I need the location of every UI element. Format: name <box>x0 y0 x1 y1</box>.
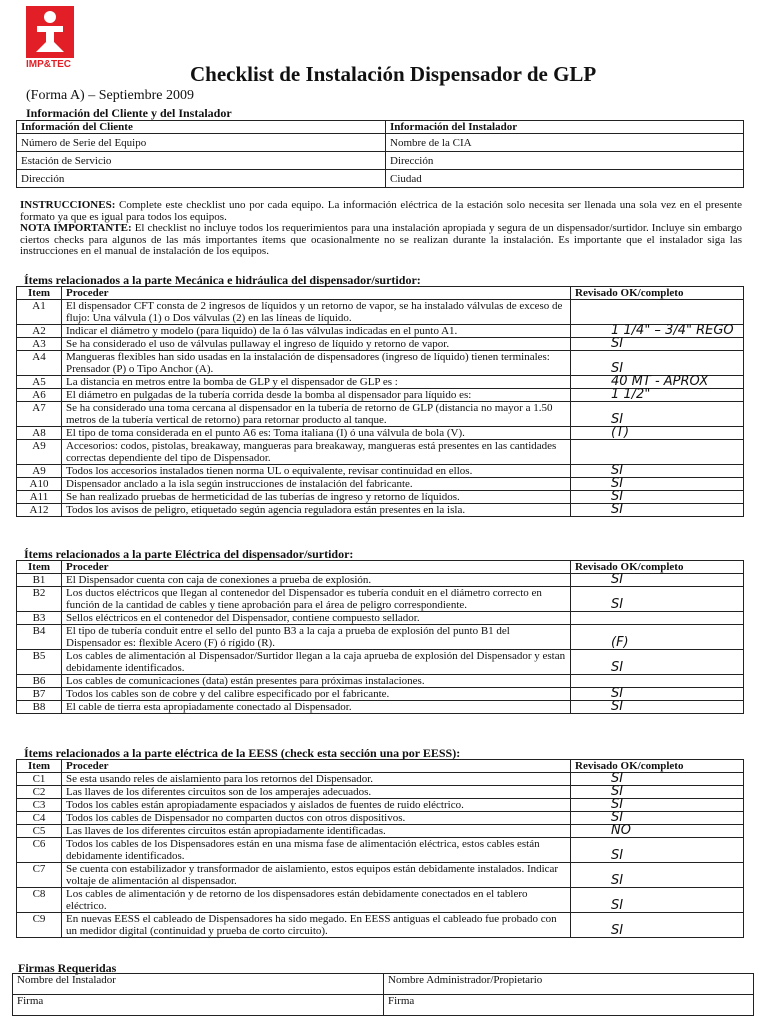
item-check-cell[interactable] <box>571 650 744 675</box>
item-code: B8 <box>17 701 62 714</box>
item-check-cell[interactable] <box>571 402 744 427</box>
handwritten-mark: SI <box>611 361 624 376</box>
installer-signature-field[interactable]: Firma <box>13 995 384 1016</box>
installer-field[interactable]: Dirección <box>386 152 744 170</box>
handwritten-mark: SI <box>611 873 624 888</box>
item-procedure: Accesorios: codos, pistolas, breakaway, mangueras para breakaway, mangueras está presentes en las cantidades correctas dependiente del tipo de Dispensador. <box>62 440 571 465</box>
handwritten-mark: 40 MT - APROX <box>611 374 709 389</box>
item-procedure: El cable de tierra esta apropiadamente conectado al Dispensador. <box>62 701 571 714</box>
item-check-cell[interactable] <box>571 688 744 701</box>
handwritten-mark: SI <box>611 771 624 786</box>
page-subtitle: (Forma A) – Septiembre 2009 <box>26 88 194 103</box>
checklist-row <box>17 402 744 427</box>
handwritten-mark: (F) <box>611 635 629 650</box>
handwritten-mark: SI <box>611 572 624 587</box>
col-proc-header: Proceder <box>62 760 571 773</box>
item-code: A10 <box>17 478 62 491</box>
checklist-row <box>17 863 744 888</box>
item-code: C3 <box>17 799 62 812</box>
client-field[interactable]: Estación de Servicio <box>17 152 386 170</box>
item-code: A8 <box>17 427 62 440</box>
item-procedure: Mangueras flexibles han sido usadas en la instalación de dispensadores (ingreso de líquido) tienen terminales: Prensador (P) o Tipo Anchor (A). <box>62 351 571 376</box>
item-procedure: Se han realizado pruebas de hermeticidad de las tuberías de ingreso y retorno de líquidos. <box>62 491 571 504</box>
checklist-row <box>17 838 744 863</box>
item-procedure: Se cuenta con estabilizador y transformador de aislamiento, estos equipos están debidamente instalados. Indicar voltaje de alimentación al dispensador. <box>62 863 571 888</box>
item-check-cell[interactable] <box>571 478 744 491</box>
item-check-cell[interactable] <box>571 786 744 799</box>
section-c-table <box>16 759 744 938</box>
instructions-block <box>20 200 742 258</box>
item-code: C1 <box>17 773 62 786</box>
handwritten-mark: SI <box>611 699 624 714</box>
item-code: A12 <box>17 504 62 517</box>
col-proc-header: Proceder <box>62 287 571 300</box>
item-procedure: La distancia en metros entre la bomba de GLP y el dispensador de GLP es : <box>62 376 571 389</box>
item-code: A5 <box>17 376 62 389</box>
handwritten-mark: 1 1/4" – 3/4" REGO <box>611 323 734 338</box>
item-check-cell[interactable] <box>571 625 744 650</box>
item-procedure: Todos los cables de Dispensador no comparten ductos con otros dispositivos. <box>62 812 571 825</box>
company-logo <box>26 6 78 68</box>
item-check-cell[interactable] <box>571 612 744 625</box>
item-procedure: Los ductos eléctricos que llegan al contenedor del Dispensador es tubería conduit en el diámetro correcto en función de la cantidad de cables y tiene aprobación para el área de peligro correspondiente. <box>62 587 571 612</box>
handwritten-mark: 1 1/2" <box>611 387 651 402</box>
item-procedure: El tipo de toma considerada en el punto A6 es: Toma italiana (I) ó una válvula de bola (V). <box>62 427 571 440</box>
item-code: B1 <box>17 574 62 587</box>
item-procedure: El diámetro en pulgadas de la tubería corrida desde la bomba al dispensador para líquido es: <box>62 389 571 402</box>
logo-text: IMP&TEC <box>26 59 71 70</box>
checklist-row <box>17 701 744 714</box>
item-code: C2 <box>17 786 62 799</box>
section-b-title: Ítems relacionados a la parte Eléctrica del dispensador/surtidor: <box>24 547 354 561</box>
installer-field[interactable]: Nombre de la CIA <box>386 134 744 152</box>
item-check-cell[interactable] <box>571 376 744 389</box>
handwritten-mark: SI <box>611 810 624 825</box>
item-code: B6 <box>17 675 62 688</box>
checklist-row <box>17 650 744 675</box>
page-title: Checklist de Instalación Dispensador de GLP <box>190 62 597 86</box>
item-check-cell[interactable] <box>571 300 744 325</box>
checklist-row <box>17 478 744 491</box>
item-check-cell[interactable] <box>571 574 744 587</box>
section-a-title: Ítems relacionados a la parte Mecánica e hidráulica del dispensador/surtidor: <box>24 273 421 287</box>
item-check-cell[interactable] <box>571 825 744 838</box>
client-field[interactable]: Dirección <box>17 170 386 188</box>
item-code: A7 <box>17 402 62 427</box>
handwritten-mark: SI <box>611 797 624 812</box>
installer-header: Información del Instalador <box>386 121 744 134</box>
item-procedure: Todos los accesorios instalados tienen norma UL o equivalente, revisar continuidad en ellos. <box>62 465 571 478</box>
item-code: B3 <box>17 612 62 625</box>
section-c-title: Ítems relacionados a la parte eléctrica de la EESS (check esta sección una por EESS): <box>24 746 461 760</box>
section-b-table <box>16 560 744 714</box>
item-check-cell[interactable] <box>571 440 744 465</box>
item-procedure: Se ha considerado una toma cercana al dispensador en la tubería de retorno de GLP (distancia no mayor a 1.50 metros de la tubería vertical de retorno) para retornar producto al tanque. <box>62 402 571 427</box>
instructions-text: Complete este checklist uno por cada equipo. La información eléctrica de la estación solo necesita ser llenada una sola vez en el presente formato ya que es igual para todos los equipos. <box>20 199 742 223</box>
item-check-cell[interactable] <box>571 491 744 504</box>
handwritten-mark: SI <box>611 597 624 612</box>
item-procedure: Los cables de alimentación y de retorno de los dispensadores están debidamente conectados en el tablero eléctrico. <box>62 888 571 913</box>
checklist-row <box>17 440 744 465</box>
item-procedure: Los cables de comunicaciones (data) están presentes para próximas instalaciones. <box>62 675 571 688</box>
item-code: C7 <box>17 863 62 888</box>
signatures-title: Firmas Requeridas <box>18 961 117 975</box>
checklist-row <box>17 825 744 838</box>
item-procedure: Dispensador anclado a la isla según instrucciones de instalación del fabricante. <box>62 478 571 491</box>
handwritten-mark: SI <box>611 463 624 478</box>
checklist-row <box>17 913 744 938</box>
item-check-cell[interactable] <box>571 675 744 688</box>
checklist-row <box>17 504 744 517</box>
item-code: C5 <box>17 825 62 838</box>
item-code: B4 <box>17 625 62 650</box>
item-procedure: Las llaves de los diferentes circuitos son de los amperajes adecuados. <box>62 786 571 799</box>
col-item-header: Item <box>17 561 62 574</box>
handwritten-mark: SI <box>611 686 624 701</box>
checklist-row <box>17 300 744 325</box>
handwritten-mark: SI <box>611 784 624 799</box>
item-procedure: Se esta usando reles de aislamiento para los retornos del Dispensador. <box>62 773 571 786</box>
checklist-row <box>17 799 744 812</box>
item-code: C6 <box>17 838 62 863</box>
item-check-cell[interactable] <box>571 701 744 714</box>
item-check-cell[interactable] <box>571 888 744 913</box>
installer-field[interactable]: Ciudad <box>386 170 744 188</box>
checklist-row <box>17 688 744 701</box>
item-procedure: Indicar el diámetro y modelo (para liquido) de la ó las válvulas indicadas en el punto A1. <box>62 325 571 338</box>
client-field[interactable]: Número de Serie del Equipo <box>17 134 386 152</box>
checklist-row <box>17 812 744 825</box>
item-code: C9 <box>17 913 62 938</box>
item-check-cell[interactable] <box>571 838 744 863</box>
item-code: A6 <box>17 389 62 402</box>
checklist-row <box>17 465 744 478</box>
item-code: A9 <box>17 465 62 478</box>
handwritten-mark: SI <box>611 476 624 491</box>
item-procedure: Sellos eléctricos en el contenedor del Dispensador, contiene compuesto sellador. <box>62 612 571 625</box>
signatures-table <box>12 973 754 1016</box>
item-procedure: En nuevas EESS el cableado de Dispensadores ha sido megado. En EESS antiguas el cableado fue probado con un medidor digital (continuidad y prueba de corto circuito). <box>62 913 571 938</box>
checklist-row <box>17 625 744 650</box>
item-check-cell[interactable] <box>571 812 744 825</box>
checklist-row <box>17 675 744 688</box>
note-text: El checklist no incluye todos los requerimientos para una instalación apropiada y segura de un dispensador/surtidor. Incluye sin embargo ciertos checks para algunos de las más importantes ítems que ocasionalmente no se realizan durante la instalación. Es importante que el instalador siga las instrucciones en el manual de instalación de los equipos. <box>20 222 742 257</box>
checklist-row <box>17 786 744 799</box>
item-code: A4 <box>17 351 62 376</box>
item-code: B7 <box>17 688 62 701</box>
item-code: A11 <box>17 491 62 504</box>
item-procedure: Se ha considerado el uso de válvulas pullaway el ingreso de líquido y retorno de vapor. <box>62 338 571 351</box>
checklist-row <box>17 389 744 402</box>
item-code: B5 <box>17 650 62 675</box>
checklist-row <box>17 427 744 440</box>
item-check-cell[interactable] <box>571 427 744 440</box>
item-procedure: Los cables de alimentación al Dispensador/Surtidor llegan a la caja aprueba de explosión del Dispensador y estan debidamente identificados. <box>62 650 571 675</box>
item-code: C8 <box>17 888 62 913</box>
client-header: Información del Cliente <box>17 121 386 134</box>
item-check-cell[interactable] <box>571 863 744 888</box>
client-info-table <box>16 120 744 188</box>
client-section-title: Información del Cliente y del Instalador <box>26 106 232 120</box>
item-check-cell[interactable] <box>571 351 744 376</box>
handwritten-mark: SI <box>611 412 624 427</box>
checklist-row <box>17 612 744 625</box>
item-check-cell[interactable] <box>571 773 744 786</box>
item-procedure: Todos los cables están apropiadamente espaciados y aislados de fuentes de ruido eléctrico. <box>62 799 571 812</box>
section-a-table <box>16 286 744 517</box>
item-procedure: Las llaves de los diferentes circuitos están apropiadamente identificadas. <box>62 825 571 838</box>
checklist-row <box>17 574 744 587</box>
item-check-cell[interactable] <box>571 325 744 338</box>
item-check-cell[interactable] <box>571 913 744 938</box>
handwritten-mark: (T) <box>611 425 630 440</box>
item-check-cell[interactable] <box>571 587 744 612</box>
item-code: A9 <box>17 440 62 465</box>
checklist-row <box>17 351 744 376</box>
item-code: A2 <box>17 325 62 338</box>
checklist-row <box>17 888 744 913</box>
item-procedure: Todos los cables son de cobre y del calibre especificado por el fabricante. <box>62 688 571 701</box>
item-code: B2 <box>17 587 62 612</box>
item-check-cell[interactable] <box>571 389 744 402</box>
col-item-header: Item <box>17 760 62 773</box>
item-code: A3 <box>17 338 62 351</box>
handwritten-mark: SI <box>611 489 624 504</box>
handwritten-mark: SI <box>611 660 624 675</box>
checklist-row <box>17 325 744 338</box>
handwritten-mark: SI <box>611 848 624 863</box>
col-item-header: Item <box>17 287 62 300</box>
col-rev-header: Revisado OK/completo <box>571 287 744 300</box>
handwritten-mark: SI <box>611 923 624 938</box>
item-procedure: Todos los avisos de peligro, etiquetado según agencia reguladora están presentes en la isla. <box>62 504 571 517</box>
instructions-label: INSTRUCCIONES: <box>20 199 116 211</box>
admin-signature-field[interactable]: Firma <box>384 995 754 1016</box>
col-proc-header: Proceder <box>62 561 571 574</box>
admin-name-field[interactable]: Nombre Administrador/Propietario <box>384 974 754 995</box>
item-procedure: El Dispensador cuenta con caja de conexiones a prueba de explosión. <box>62 574 571 587</box>
item-procedure: El tipo de tubería conduit entre el sello del punto B3 a la caja a prueba de explosión del punto B1 del Dispensador es: flexible Acero (F) ó rígido (R). <box>62 625 571 650</box>
checklist-row <box>17 338 744 351</box>
item-check-cell[interactable] <box>571 799 744 812</box>
handwritten-mark: NO <box>611 823 631 838</box>
handwritten-mark: SI <box>611 502 624 517</box>
item-procedure: Todos los cables de los Dispensadores están en una misma fase de alimentación eléctrica, estos cables están debidamente identificados. <box>62 838 571 863</box>
item-procedure: El dispensador CFT consta de 2 ingresos de líquidos y un retorno de vapor, se ha instalado válvulas de exceso de flujo: Una válvula (1) o Dos válvulas (2) en las líneas de líquido. <box>62 300 571 325</box>
item-code: A1 <box>17 300 62 325</box>
logo-mark-icon <box>26 6 74 58</box>
installer-name-field[interactable]: Nombre del Instalador <box>13 974 384 995</box>
col-rev-header: Revisado OK/completo <box>571 760 744 773</box>
handwritten-mark: SI <box>611 336 624 351</box>
checklist-row <box>17 491 744 504</box>
item-check-cell[interactable] <box>571 504 744 517</box>
handwritten-mark: SI <box>611 898 624 913</box>
item-code: C4 <box>17 812 62 825</box>
item-check-cell[interactable] <box>571 338 744 351</box>
note-label: NOTA IMPORTANTE: <box>20 222 132 234</box>
checklist-row <box>17 587 744 612</box>
col-rev-header: Revisado OK/completo <box>571 561 744 574</box>
checklist-row <box>17 773 744 786</box>
item-check-cell[interactable] <box>571 465 744 478</box>
